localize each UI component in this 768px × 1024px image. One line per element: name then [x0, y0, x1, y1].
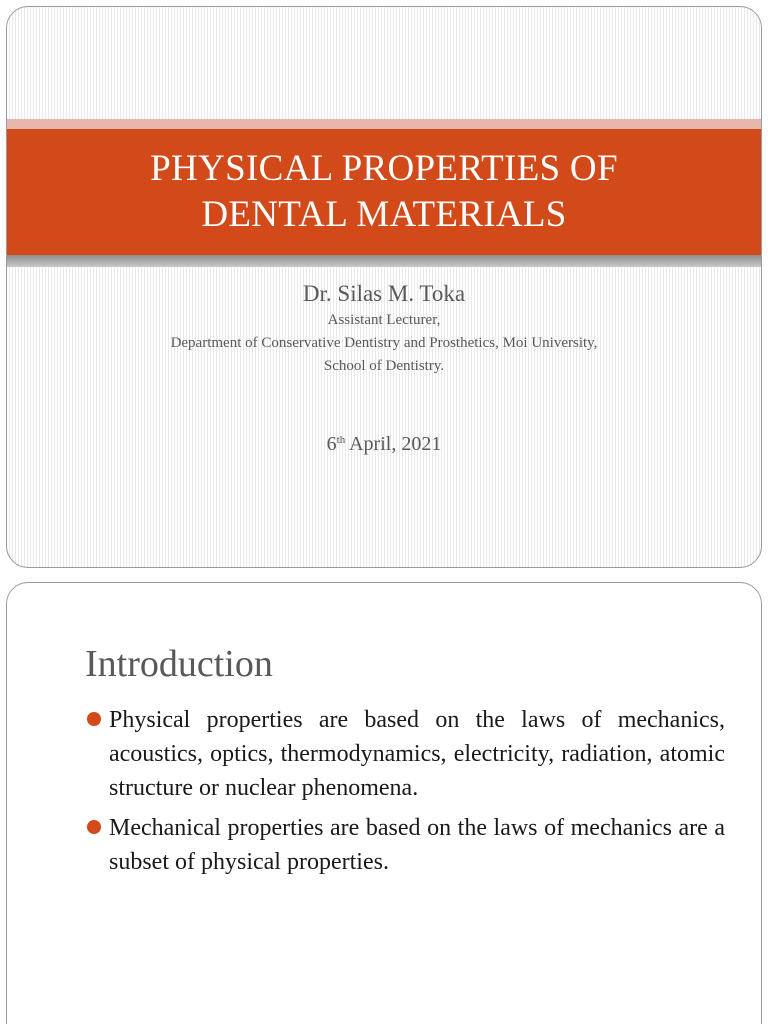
- bullet-dot-icon: [87, 712, 101, 726]
- title-slide: [6, 6, 762, 568]
- author-name: Dr. Silas M. Toka: [302, 281, 466, 306]
- title-bottom-stripe: [7, 255, 761, 267]
- title-top-stripe: [7, 119, 761, 129]
- date-suffix: th: [336, 434, 346, 446]
- introduction-slide: [6, 582, 762, 1024]
- author-block: [7, 279, 761, 378]
- slide-title: [150, 146, 618, 238]
- bullet-list: [85, 703, 725, 885]
- presentation-date: [7, 431, 761, 457]
- slide-title-line-1: PHYSICAL PROPERTIES OF: [150, 148, 618, 189]
- bullet-text: Mechanical properties are based on the laws of mechanics are a subset of physical properties.: [109, 815, 725, 875]
- bullet-text: Physical properties are based on the laws of mechanics, acoustics, optics, thermodynamics, electricity, radiation, atomic structure or nuclear phenomena.: [109, 707, 725, 801]
- bullet-item: [85, 811, 725, 879]
- date-day: 6: [326, 433, 337, 455]
- title-band: [7, 129, 761, 255]
- bullet-item: [85, 703, 725, 805]
- introduction-title: Introduction: [85, 643, 273, 685]
- affiliation-line-1: Assistant Lecturer,: [327, 312, 441, 328]
- slide-title-line-2: DENTAL MATERIALS: [201, 194, 567, 235]
- date-rest: April, 2021: [345, 433, 442, 455]
- affiliation-line-3: School of Dentistry.: [323, 358, 445, 374]
- affiliation-line-2: Department of Conservative Dentistry and Prosthetics, Moi University,: [170, 335, 598, 351]
- bullet-dot-icon: [87, 820, 101, 834]
